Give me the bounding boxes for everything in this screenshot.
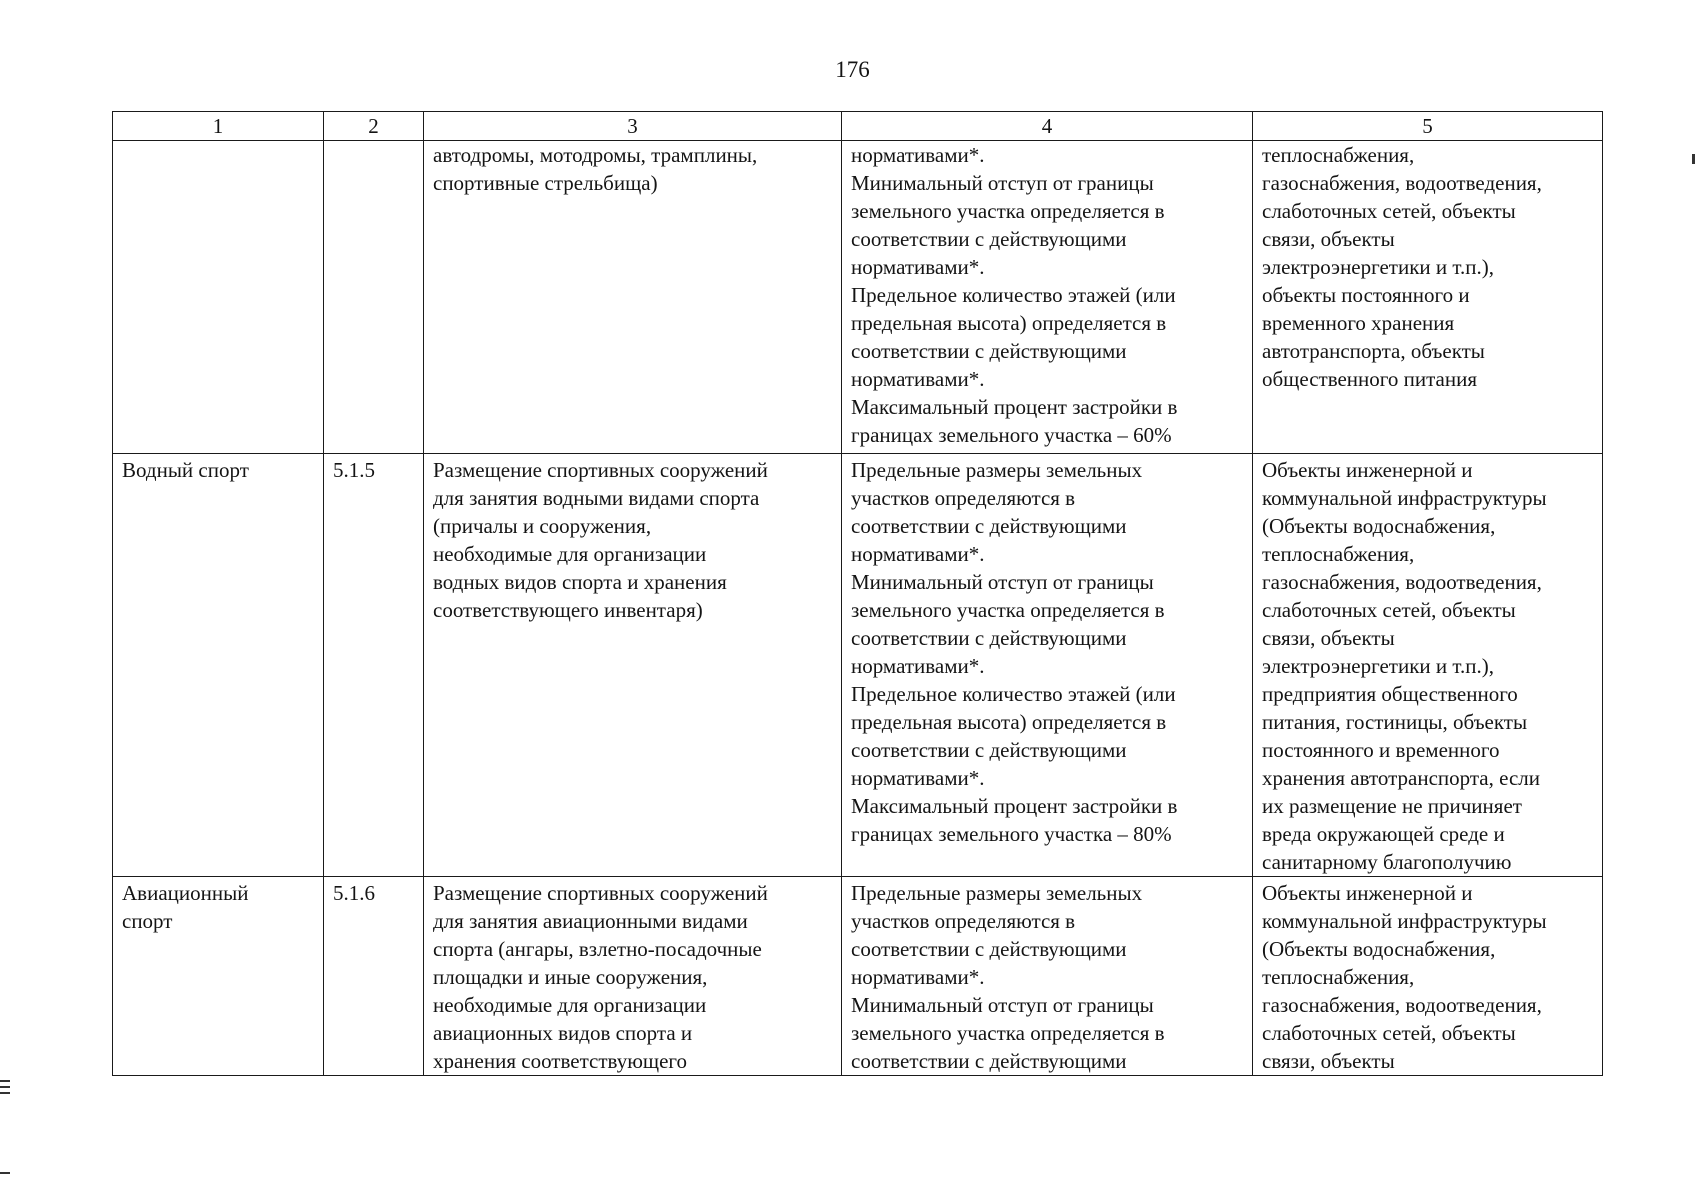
text-line: необходимые для организации [433,542,707,566]
text-line: земельного участка определяется в [851,1021,1165,1045]
scan-edge-mark [0,1092,10,1094]
text-line: предприятия общественного [1262,682,1518,706]
column-header-3: 3 [424,112,842,141]
cell-use-description [424,454,842,877]
text-line: границах земельного участка – 60% [851,423,1172,447]
text-line: Максимальный процент застройки в [851,395,1178,419]
text-line: Предельное количество этажей (или [851,682,1176,706]
text-line: общественного питания [1262,367,1477,391]
page-number: 176 [835,57,870,82]
cell-use-name [113,877,324,1076]
text-line: хранения автотранспорта, если [1262,766,1541,790]
text-line: соответствии с действующими [851,514,1127,538]
text-line: коммунальной инфраструктуры [1262,486,1547,510]
text-line: участков определяются в [851,909,1076,933]
text-line: Предельное количество этажей (или [851,283,1176,307]
cell-use-name [113,454,324,877]
text-line: нормативами*. [851,766,985,790]
scan-edge-mark [0,1080,10,1082]
text-line: теплоснабжения, [1262,143,1415,167]
land-use-table [112,111,1603,1076]
text-line: автотранспорта, объекты [1262,339,1485,363]
cell-use-code: 5.1.5 [324,454,424,877]
text-line: земельного участка определяется в [851,598,1165,622]
text-line: для занятия авиационными видами [433,909,748,933]
text-line: предельная высота) определяется в [851,710,1167,734]
scan-edge-mark [0,1086,10,1088]
text-line: слаботочных сетей, объекты [1262,598,1516,622]
text-line: нормативами*. [851,255,985,279]
text-line: границах земельного участка – 80% [851,822,1172,846]
text-line: водных видов спорта и хранения [433,570,727,594]
text-line: предельная высота) определяется в [851,311,1167,335]
text-line: площадки и иные сооружения, [433,965,708,989]
text-line: хранения соответствующего [433,1049,687,1073]
column-header-5: 5 [1253,112,1603,141]
text-line: спорта (ангары, взлетно-посадочные [433,937,762,961]
text-line: их размещение не причиняет [1262,794,1522,818]
table-row [113,877,1603,1076]
text-line: Предельные размеры земельных [851,458,1143,482]
text-line: нормативами*. [851,367,985,391]
text-line: земельного участка определяется в [851,199,1165,223]
text-line: санитарному благополучию [1262,850,1512,874]
text-line: Минимальный отступ от границы [851,993,1154,1017]
text-line: автодромы, мотодромы, трамплины, [433,143,758,167]
text-line: связи, объекты [1262,227,1395,251]
scan-edge-mark [0,1172,10,1174]
text-line: нормативами*. [851,143,985,167]
column-header-4: 4 [842,112,1253,141]
text-line: связи, объекты [1262,1049,1395,1073]
text-line: слаботочных сетей, объекты [1262,1021,1516,1045]
cell-use-code [324,141,424,454]
text-line: Минимальный отступ от границы [851,171,1154,195]
text-line: газоснабжения, водоотведения, [1262,570,1542,594]
text-line: Водный спорт [122,458,249,482]
text-line: объекты постоянного и [1262,283,1470,307]
text-line: вреда окружающей среде и [1262,822,1505,846]
text-line: Размещение спортивных сооружений [433,458,768,482]
text-line: Максимальный процент застройки в [851,794,1178,818]
text-line: соответствии с действующими [851,738,1127,762]
text-line: соответствии с действующими [851,937,1127,961]
cell-auxiliary-uses [1253,141,1603,454]
text-line: нормативами*. [851,965,985,989]
cell-parameters [842,877,1253,1076]
cell-use-description [424,141,842,454]
cell-parameters [842,141,1253,454]
text-line: (причалы и сооружения, [433,514,652,538]
text-line: теплоснабжения, [1262,965,1415,989]
text-line: Объекты инженерной и [1262,881,1473,905]
column-header-2: 2 [324,112,424,141]
text-line: соответствии с действующими [851,1049,1127,1073]
text-line: соответствии с действующими [851,227,1127,251]
text-line: постоянного и временного [1262,738,1500,762]
text-line: соответствии с действующими [851,626,1127,650]
text-line: питания, гостиницы, объекты [1262,710,1528,734]
text-line: необходимые для организации [433,993,707,1017]
cell-use-code: 5.1.6 [324,877,424,1076]
text-line: теплоснабжения, [1262,542,1415,566]
cell-auxiliary-uses [1253,454,1603,877]
scan-edge-mark [1692,154,1695,164]
cell-use-description [424,877,842,1076]
text-line: газоснабжения, водоотведения, [1262,171,1542,195]
text-line: Размещение спортивных сооружений [433,881,768,905]
text-line: временного хранения [1262,311,1455,335]
text-line: авиационных видов спорта и [433,1021,693,1045]
text-line: Предельные размеры земельных [851,881,1143,905]
text-line: соответствии с действующими [851,339,1127,363]
table-header-row [113,112,1603,141]
cell-use-name [113,141,324,454]
text-line: спорт [122,909,173,933]
text-line: спортивные стрельбища) [433,171,658,195]
text-line: Минимальный отступ от границы [851,570,1154,594]
text-line: связи, объекты [1262,626,1395,650]
text-line: электроэнергетики и т.п.), [1262,255,1494,279]
text-line: (Объекты водоснабжения, [1262,937,1496,961]
text-line: слаботочных сетей, объекты [1262,199,1516,223]
text-line: коммунальной инфраструктуры [1262,909,1547,933]
column-header-1: 1 [113,112,324,141]
text-line: для занятия водными видами спорта [433,486,760,510]
table-row [113,454,1603,877]
cell-auxiliary-uses [1253,877,1603,1076]
text-line: газоснабжения, водоотведения, [1262,993,1542,1017]
table-row [113,141,1603,454]
text-line: соответствующего инвентаря) [433,598,703,622]
text-line: (Объекты водоснабжения, [1262,514,1496,538]
text-line: электроэнергетики и т.п.), [1262,654,1494,678]
text-line: нормативами*. [851,654,985,678]
text-line: Авиационный [122,881,249,905]
text-line: нормативами*. [851,542,985,566]
text-line: Объекты инженерной и [1262,458,1473,482]
cell-parameters [842,454,1253,877]
text-line: участков определяются в [851,486,1076,510]
